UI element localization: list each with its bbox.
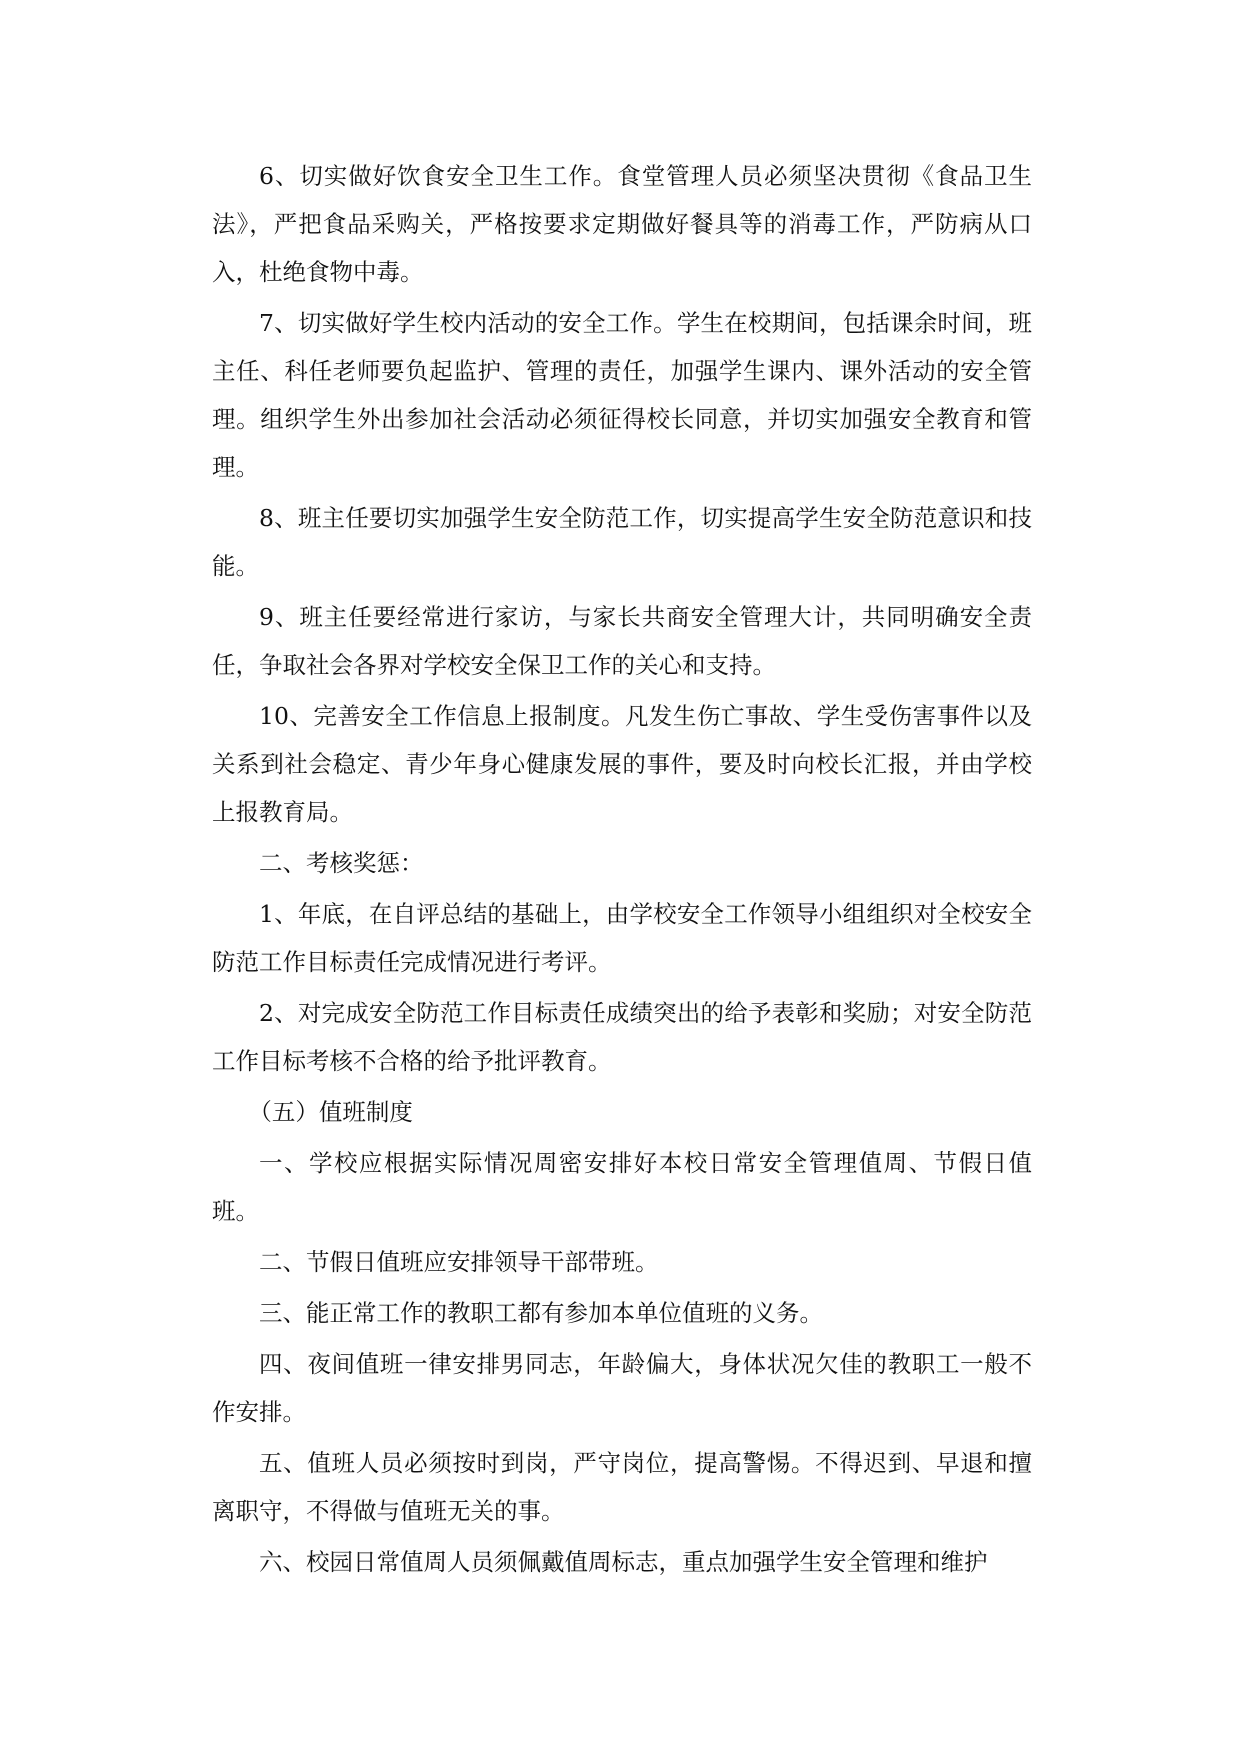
paragraph-item-6: 6、切实做好饮食安全卫生工作。食堂管理人员必须坚决贯彻《食品卫生法》，严把食品采购关，严格按要求定期做好餐具等的消毒工作，严防病从口入，杜绝食物中毒。 <box>212 162 1032 286</box>
paragraph-item-8: 8、班主任要切实加强学生安全防范工作，切实提高学生安全防范意识和技能。 <box>212 504 1032 580</box>
paragraph-duty-4: 四、夜间值班一律安排男同志，年龄偏大，身体状况欠佳的教职工一般不作安排。 <box>212 1350 1032 1426</box>
paragraph-item-7: 7、切实做好学生校内活动的安全工作。学生在校期间，包括课余时间，班主任、科任老师要负起监护、管理的责任，加强学生课内、课外活动的安全管理。组织学生外出参加社会活动必须征得校长同意，并切实加强安全教育和管理。 <box>212 309 1032 481</box>
paragraph-assessment-2: 2、对完成安全防范工作目标责任成绩突出的给予表彰和奖励；对安全防范工作目标考核不合格的给予批评教育。 <box>212 999 1032 1075</box>
paragraph-assessment-1: 1、年底，在自评总结的基础上，由学校安全工作领导小组组织对全校安全防范工作目标责任完成情况进行考评。 <box>212 900 1032 976</box>
section-heading-assessment: 二、考核奖惩： <box>259 849 424 877</box>
paragraph-duty-2: 二、节假日值班应安排领导干部带班。 <box>259 1248 659 1276</box>
paragraph-duty-3: 三、能正常工作的教职工都有参加本单位值班的义务。 <box>259 1299 823 1327</box>
paragraph-item-10: 10、完善安全工作信息上报制度。凡发生伤亡事故、学生受伤害事件以及关系到社会稳定、青少年身心健康发展的事件，要及时向校长汇报，并由学校上报教育局。 <box>212 702 1032 826</box>
paragraph-item-9: 9、班主任要经常进行家访，与家长共商安全管理大计，共同明确安全责任，争取社会各界对学校安全保卫工作的关心和支持。 <box>212 603 1032 679</box>
paragraph-duty-1: 一、学校应根据实际情况周密安排好本校日常安全管理值周、节假日值班。 <box>212 1149 1032 1225</box>
paragraph-duty-6: 六、校园日常值周人员须佩戴值周标志，重点加强学生安全管理和维护 <box>259 1548 988 1576</box>
document-body <box>212 152 1032 1586</box>
section-heading-duty-system: （五）值班制度 <box>248 1098 413 1126</box>
paragraph-duty-5: 五、值班人员必须按时到岗，严守岗位，提高警惕。不得迟到、早退和擅离职守，不得做与值班无关的事。 <box>212 1449 1032 1525</box>
